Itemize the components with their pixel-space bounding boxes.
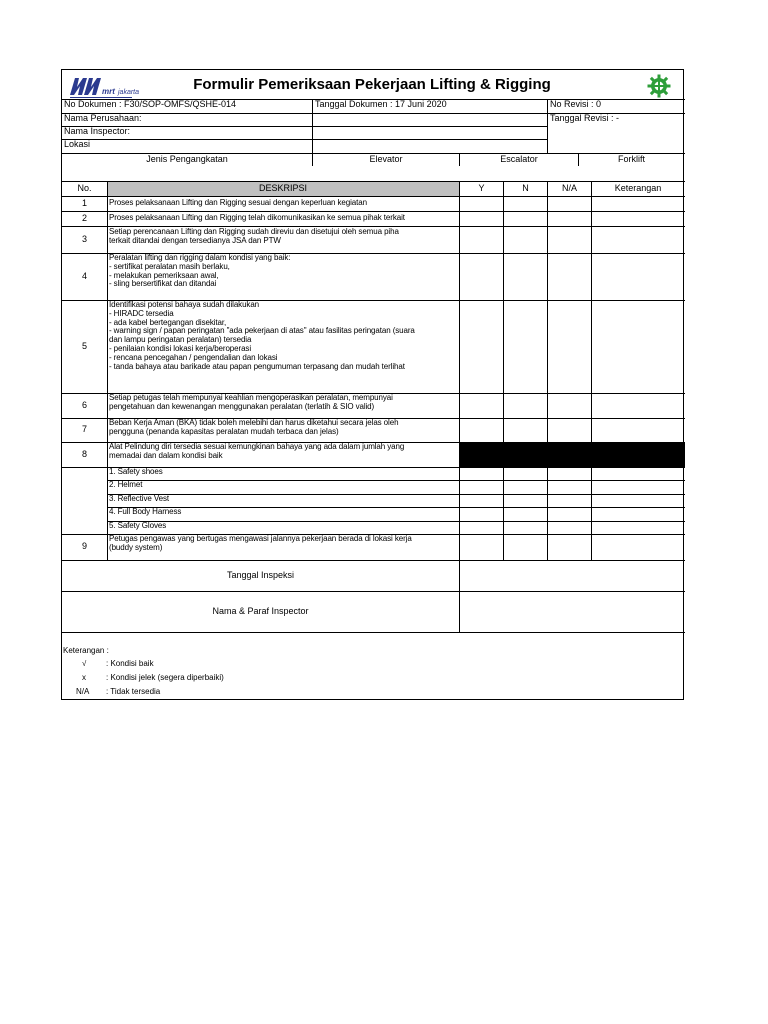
- tanggal-inspeksi-label: Tanggal Inspeksi: [226, 569, 295, 580]
- svg-text:mrt: mrt: [102, 87, 115, 96]
- row-4-description: [107, 253, 459, 300]
- legend-item: [62, 674, 362, 685]
- description-line: - HIRADC tersedia: [109, 308, 174, 318]
- option-forklift[interactable]: Forklift: [618, 154, 645, 165]
- col-header-n: N: [522, 183, 529, 194]
- grid-line: [107, 480, 685, 481]
- description-line: - tanda bahaya atau barikade atau papan pengumuman terpasang dan mudah terlihat: [109, 361, 405, 371]
- legend-text: : Kondisi baik: [106, 660, 154, 668]
- col-header-deskripsi: DESKRIPSI: [258, 183, 307, 194]
- description-line: - sertifikat peralatan masih berlaku,: [109, 261, 230, 271]
- description-line: pengguna (penanda kapasitas peralatan mudah terbaca dan jelas): [109, 426, 339, 436]
- apd-item: 1. Safety shoes: [109, 467, 163, 476]
- option-elevator[interactable]: Elevator: [369, 154, 403, 165]
- description-line: Setiap petugas telah mempunyai keahlian mengoperasikan peralatan, mempunyai: [109, 393, 393, 402]
- check-mark-icon: √: [82, 660, 87, 668]
- description-line: (buddy system): [109, 542, 163, 552]
- grid-line: [107, 521, 685, 522]
- description-line: Identifikasi potensi bahaya sudah dilakukan: [109, 300, 260, 309]
- grid-line: [312, 99, 313, 166]
- description-line: - ada kabel bertegangan disekitar,: [109, 317, 227, 327]
- grid-line: [62, 560, 685, 561]
- col-header-y: Y: [478, 183, 485, 194]
- description-line: Petugas pengawas yang bertugas mengawasi jalannya pekerjaan berada di lokasi kerja: [109, 534, 412, 543]
- legend-item: [62, 660, 362, 671]
- description-line: - rencana pencegahan / pengendalian dan lokasi: [109, 352, 278, 362]
- grid-line: [62, 99, 685, 100]
- legend-title: Keterangan :: [63, 647, 109, 655]
- grid-line: [578, 153, 579, 166]
- inspection-form: [61, 69, 684, 700]
- grid-line: [459, 153, 460, 166]
- row-2-description: [107, 211, 459, 226]
- no-revisi: No Revisi : 0: [550, 100, 602, 109]
- row-number: 3: [81, 233, 87, 244]
- grid-line: [547, 181, 548, 560]
- jenis-pengangkatan-label: Jenis Pengangkatan: [146, 154, 228, 165]
- cross-mark-icon: x: [82, 674, 86, 682]
- grid-line: [62, 153, 685, 154]
- description-line: Proses pelaksanaan Lifting dan Rigging sesuai dengan keperluan kegiatan: [109, 198, 367, 207]
- row-number: 7: [81, 424, 87, 435]
- col-header-no: No.: [77, 183, 92, 194]
- lokasi-label: Lokasi: [64, 140, 91, 149]
- grid-line: [107, 181, 108, 534]
- mrt-jakarta-logo: [68, 73, 148, 99]
- description-line: Proses pelaksanaan Lifting dan Rigging telah dikomunikasikan ke semua pihak terkait: [109, 213, 405, 222]
- na-symbol: N/A: [76, 688, 90, 696]
- legend-text: : Kondisi jelek (segera diperbaiki): [106, 674, 224, 682]
- description-line: dan lampu peringatan peralatan) tersedia: [109, 335, 252, 345]
- option-escalator[interactable]: Escalator: [500, 154, 538, 165]
- legend-text: : Tidak tersedia: [106, 688, 161, 696]
- grid-line: [107, 507, 685, 508]
- row-3-description: [107, 226, 459, 253]
- row-9-description: [107, 534, 459, 560]
- description-line: memadai dan dalam kondisi baik: [109, 450, 223, 460]
- description-line: - melakukan pemeriksaan awal,: [109, 270, 219, 280]
- grid-line: [503, 181, 504, 560]
- description-line: Setiap perencanaan Lifting dan Rigging sudah direviu dan disetujui oleh semua piha: [109, 227, 399, 236]
- grid-line: [62, 139, 548, 140]
- lokasi-field[interactable]: [313, 140, 547, 153]
- tanggal-revisi: Tanggal Revisi : -: [550, 114, 620, 123]
- grid-line: [62, 113, 685, 114]
- row-5-description: [107, 300, 459, 393]
- apd-item: 5. Safety Gloves: [109, 521, 167, 530]
- apd-item: 2. Helmet: [109, 480, 143, 489]
- grid-line: [107, 494, 685, 495]
- description-line: - sling bersertifikat dan ditandai: [109, 279, 217, 289]
- grid-line: [62, 591, 685, 592]
- row-8-description: [107, 442, 459, 467]
- description-line: - warning sign / papan peringatan "ada pekerjaan di atas" atau fasilitas peringatan (suara: [109, 326, 415, 336]
- grid-line: [62, 126, 548, 127]
- description-line: terkait ditandai dengan tersedianya JSA dan PTW: [109, 235, 281, 245]
- apd-item: 4. Full Body Harness: [109, 507, 182, 516]
- grid-line: [459, 181, 460, 632]
- col-header-keterangan: Keterangan: [614, 183, 662, 194]
- description-line: pengetahuan dan kewenangan menggunakan peralatan (terlatih & SIO valid): [109, 401, 375, 411]
- row-1-description: [107, 196, 459, 211]
- nama-paraf-field[interactable]: [460, 592, 684, 632]
- description-line: - penilaian kondisi lokasi kerja/beroperasi: [109, 343, 252, 353]
- row-number: 4: [81, 270, 87, 281]
- description-line: Beban Kerja Aman (BKA) tidak boleh melebihi dan harus diketahui secara jelas oleh: [109, 418, 399, 427]
- grid-line: [107, 534, 108, 560]
- apd-item: 3. Reflective Vest: [109, 494, 170, 503]
- svg-text:jakarta: jakarta: [118, 89, 140, 96]
- row-number: 9: [81, 541, 87, 552]
- description-line: Peralatan lifting dan rigging dalam kondisi yang baik:: [109, 253, 291, 262]
- tanggal-dokumen: Tanggal Dokumen : 17 Juni 2020: [315, 100, 447, 109]
- row-number: 6: [81, 399, 87, 410]
- legend-item: [62, 688, 362, 699]
- grid-line: [547, 99, 548, 154]
- grid-line: [591, 181, 592, 560]
- nama-perusahaan-label: Nama Perusahaan:: [64, 114, 142, 123]
- row-number: 1: [81, 197, 87, 208]
- tanggal-inspeksi-field[interactable]: [460, 560, 684, 591]
- col-header-na: N/A: [561, 183, 577, 194]
- description-line: Alat Pelindung diri tersedia sesuai kemungkinan bahaya yang ada dalam jumlah yang: [109, 442, 405, 451]
- k3-gear-icon: [647, 74, 671, 98]
- grid-line: [62, 632, 685, 633]
- no-dokumen: No Dokumen : F30/SOP-OMFS/QSHE-014: [64, 100, 237, 109]
- row-6-description: [107, 393, 459, 418]
- nama-paraf-label: Nama & Paraf Inspector: [212, 606, 309, 617]
- row-number: 2: [81, 212, 87, 223]
- row-number: 5: [81, 340, 87, 351]
- row-8-blackout: [459, 442, 685, 467]
- nama-inspector-label: Nama Inspector:: [64, 127, 131, 136]
- row-7-description: [107, 418, 459, 442]
- form-title: Formulir Pemeriksaan Pekerjaan Lifting & Rigging: [193, 75, 551, 93]
- row-number: 8: [81, 448, 87, 459]
